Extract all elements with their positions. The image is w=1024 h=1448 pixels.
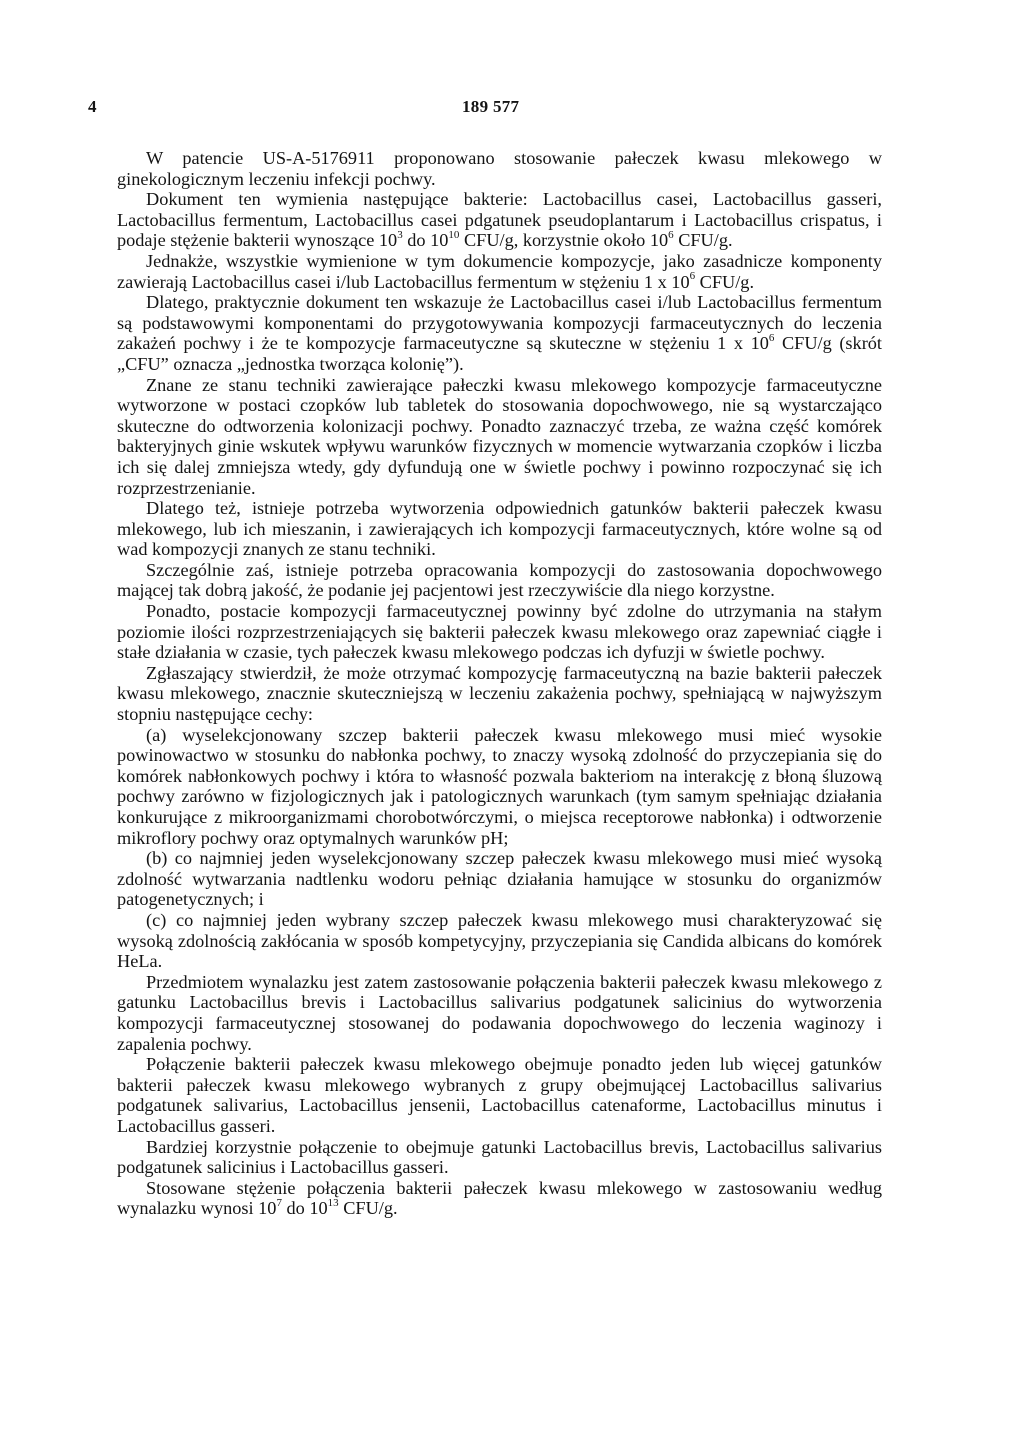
paragraph: Znane ze stanu techniki zawierające pałeczki kwasu mlekowego kompozycje farmaceutyczne wytworzone w postaci czopków lub tabletek do stosowania dopochwowego, nie są wystarczająco skuteczne do odtworzenia kolonizacji pochwy. Ponadto zaznaczyć trzeba, ze ważna część komórek bakteryjnych ginie wskutek wpływu warunków fizycznych w momencie wytwarzania czopków i liczba ich się dalej zmniejsza wtedy, gdy dyfundują one w świetle pochwy i powinno rozpoczynać się ich rozprzestrzenianie.: [117, 374, 882, 498]
list-item: (b) co najmniej jeden wyselekcjonowany szczep pałeczek kwasu mlekowego musi mieć wysoką zdolność wytwarzania nadtlenku wodoru pełniąc działania hamujące w stosunku do organizmów patogenetycznych; i: [117, 848, 882, 910]
page-number: 4: [88, 97, 97, 116]
paragraph: Ponadto, postacie kompozycji farmaceutycznej powinny być zdolne do utrzymania na stałym poziomie ilości rozprzestrzeniających się bakterii pałeczek kwasu mlekowego oraz zapewniać ciągłe i stałe działania w czasie, tych pałeczek kwasu mlekowego podczas ich dyfuzji w świetle pochwy.: [117, 601, 882, 663]
list-item: (c) co najmniej jeden wybrany szczep pałeczek kwasu mlekowego musi charakteryzować się wysoką zdolnością zakłócania w sposób kompetycyjny, przyczepiania się Candida albicans do komórek HeLa.: [117, 909, 882, 972]
paragraph: Stosowane stężenie połączenia bakterii pałeczek kwasu mlekowego w zastosowaniu według wynalazku wynosi $10^7$ do $10^{13}$ CFU/g.: [117, 1177, 882, 1219]
paragraph: Bardziej korzystnie połączenie to obejmuje gatunki Lactobacillus brevis, Lactobacillus salivarius podgatunek salicinius i Lactobacillus gasseri.: [117, 1136, 882, 1178]
list-item: (a) wyselekcjonowany szczep bakterii pałeczek kwasu mlekowego musi mieć wysokie powinowactwo w stosunku do nabłonka pochwy, to znaczy wysoką zdolność do przyczepiania się do komórek nabłonkowych pochwy i która to własność pozwala bakteriom na interakcję z błoną śluzową pochwy zarówno w fizjologicznych jak i patologicznych warunkach (tym samym spełniając działania konkurujące z mikroorganizmami chorobotwórczymi, o miejsca receptorowe nabłonka) i odtworzenie mikroflory pochwy oraz optymalnych warunków pH;: [117, 724, 882, 848]
body-text: [117, 148, 882, 1219]
paragraph: Dlatego też, istnieje potrzeba wytworzenia odpowiednich gatunków bakterii pałeczek kwasu mlekowego, lub ich mieszanin, i zawierających ich kompozycji farmaceutycznych, które wolne są od wad kompozycji znanych ze stanu techniki.: [117, 498, 882, 560]
patent-number: 189 577: [462, 97, 520, 116]
paragraph: Zgłaszający stwierdził, że może otrzymać kompozycję farmaceutyczną na bazie bakterii pałeczek kwasu mlekowego, znacznie skuteczniejszą w leczeniu zakażenia pochwy, spełniającą w najwyższym stopniu następujące cechy:: [117, 662, 882, 725]
paragraph: Połączenie bakterii pałeczek kwasu mlekowego obejmuje ponadto jeden lub więcej gatunków bakterii pałeczek kwasu mlekowego wybranych z grupy obejmującej Lactobacillus salivarius podgatunek salivarius, Lactobacillus jensenii, Lactobacillus catenaforme, Lactobacillus minutus i Lactobacillus gasseri.: [117, 1054, 882, 1136]
paragraph: Dlatego, praktycznie dokument ten wskazuje że Lactobacillus casei i/lub Lactobacillus fermentum są podstawowymi komponentami do przygotowywania kompozycji farmaceutycznych do leczenia zakażeń pochwy i że te kompozycje farmaceutyczne są skuteczne w stężeniu 1 x $10^6$ CFU/g (skrót „CFU” oznacza „jednostka tworząca kolonię”).: [117, 292, 882, 374]
paragraph: W patencie US-A-5176911 proponowano stosowanie pałeczek kwasu mlekowego w ginekologicznym leczeniu infekcji pochwy.: [117, 148, 882, 189]
paragraph: Szczególnie zaś, istnieje potrzeba opracowania kompozycji do zastosowania dopochwowego mającej tak dobrą jakość, że podanie jej pacjentowi jest rzeczywiście dla niego korzystne.: [117, 559, 882, 601]
paragraph: Jednakże, wszystkie wymienione w tym dokumencie kompozycje, jako zasadnicze komponenty zawierają Lactobacillus casei i/lub Lactobacillus fermentum w stężeniu 1 x $10^6$ CFU/g.: [117, 250, 882, 292]
paragraph: Przedmiotem wynalazku jest zatem zastosowanie połączenia bakterii pałeczek kwasu mlekowego z gatunku Lactobacillus brevis i Lactobacillus salivarius podgatunek salicinius do wytworzenia kompozycji farmaceutycznej stosowanej do podawania dopochwowego do leczenia waginozy i zapalenia pochwy.: [117, 971, 882, 1054]
paragraph: Dokument ten wymienia następujące bakterie: Lactobacillus casei, Lactobacillus gasseri, Lactobacillus fermentum, Lactobacillus casei pdgatunek pseudoplantarum i Lactobacillus crispatus, i podaje stężenie bakterii wynoszące $10^3$ do $10^{10}$ CFU/g, korzystnie około $10^6$ CFU/g.: [117, 189, 882, 251]
